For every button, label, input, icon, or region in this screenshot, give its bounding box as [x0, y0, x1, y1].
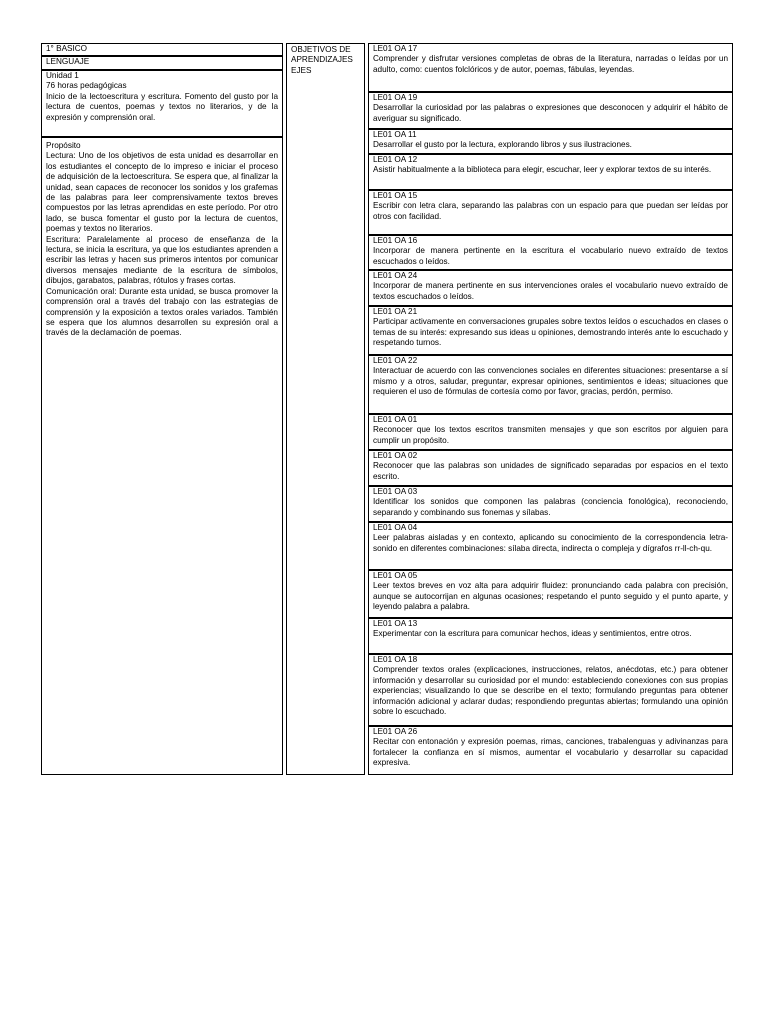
unit-description: Inicio de la lectoescritura y escritura. Fomento del gusto por la lectura de cuentos, poemas y textos no literarios, y de la expresión y comprensión oral.	[46, 91, 278, 122]
objective-row	[368, 414, 733, 450]
objetivos-header-line2: APRENDIZAJES	[291, 55, 353, 65]
objective-text: Incorporar de manera pertinente en sus intervenciones orales el vocabulario nuevo extraído de textos escuchados o leídos.	[373, 281, 728, 301]
subject-label: LENGUAJE	[46, 57, 90, 66]
objective-row	[368, 486, 733, 522]
objective-code: LE01 OA 13	[373, 619, 418, 628]
objective-code: LE01 OA 26	[373, 727, 418, 736]
proposito-oral: Comunicación oral: Durante esta unidad, se busca promover la comprensión oral a través del trabajo con las estrategias de comprensión y la exposición a textos orales variados. También se espera que los alumnos desarrollen su expresión oral a través de la declamación de poemas.	[46, 286, 278, 338]
grade-label: 1° BASICO	[46, 44, 88, 53]
objective-row	[368, 235, 733, 270]
unit-hours: 76 horas pedagógicas	[46, 81, 127, 91]
objective-text: Leer palabras aisladas y en contexto, aplicando su conocimiento de la correspondencia letra-sonido en diferentes combinaciones: sílaba directa, indirecta o compleja y dígrafos rr-ll-ch-qu.	[373, 533, 728, 553]
objective-text: Leer textos breves en voz alta para adquirir fluidez: pronunciando cada palabra con precisión, aunque se autocorrijan en algunas ocasiones; respetando el punto seguido y el punto aparte, y leyendo palabra a palabra.	[373, 581, 728, 612]
proposito-cell	[41, 137, 283, 775]
objective-row	[368, 570, 733, 618]
objective-text: Participar activamente en conversaciones grupales sobre textos leídos o escuchados en clases o temas de su interés: expresando sus ideas u opiniones, demostrando interés ante lo escuchado y respetando turnos.	[373, 317, 728, 348]
objective-code: LE01 OA 24	[373, 271, 418, 280]
objective-code: LE01 OA 03	[373, 487, 418, 496]
objective-code: LE01 OA 01	[373, 415, 418, 424]
objective-code: LE01 OA 12	[373, 155, 418, 164]
document-page	[41, 43, 733, 775]
objective-text: Incorporar de manera pertinente en la escritura el vocabulario nuevo extraído de textos escuchados o leídos.	[373, 246, 728, 266]
objective-code: LE01 OA 02	[373, 451, 418, 460]
objective-row	[368, 654, 733, 726]
objective-code: LE01 OA 16	[373, 236, 418, 245]
objective-row	[368, 355, 733, 414]
objective-row	[368, 450, 733, 486]
objective-row	[368, 726, 733, 775]
objective-text: Desarrollar el gusto por la lectura, explorando libros y sus ilustraciones.	[373, 140, 632, 150]
objective-text: Desarrollar la curiosidad por las palabras o expresiones que desconocen y adquirir el hábito de averiguar su significado.	[373, 103, 728, 123]
objective-row	[368, 92, 733, 129]
objective-row	[368, 522, 733, 570]
grade-cell	[41, 43, 283, 56]
objective-text: Escribir con letra clara, separando las palabras con un espacio para que puedan ser leídas por otros con facilidad.	[373, 201, 728, 221]
objective-row	[368, 43, 733, 92]
objective-text: Interactuar de acuerdo con las convenciones sociales en diferentes situaciones: presentarse a sí mismo y a otros, saludar, preguntar, expresar opiniones, sentimientos e ideas; situaciones que requieren el uso de fórmulas de cortesía como por favor, gracias, perdón, permiso.	[373, 366, 728, 397]
objective-text: Reconocer que los textos escritos transmiten mensajes y que son escritos por alguien para cumplir un propósito.	[373, 425, 728, 445]
subject-cell	[41, 56, 283, 70]
objective-text: Comprender y disfrutar versiones completas de obras de la literatura, narradas o leídas por un adulto, como: cuentos folclóricos y de autor, poemas, fábulas, leyendas.	[373, 54, 728, 74]
proposito-lectura: Lectura: Uno de los objetivos de esta unidad es desarrollar en los estudiantes el concepto de lo impreso e iniciar el proceso de adquisición de la lectoescritura. Se espera que, al finalizar la unidad, sean capaces de reconocer los sonidos y los grafemas de las palabras para leer comprensivamente textos breves compuestos por las letras aprendidas en este período. Por otro lado, se busca fomentar el gusto por la lectura de cuentos, poemas y textos no literarios.	[46, 151, 278, 234]
objective-code: LE01 OA 04	[373, 523, 418, 532]
objective-row	[368, 154, 733, 190]
objective-code: LE01 OA 18	[373, 655, 418, 664]
objective-text: Asistir habitualmente a la biblioteca para elegir, escuchar, leer y explorar textos de su interés.	[373, 165, 712, 175]
objective-text: Reconocer que las palabras son unidades de significado separadas por espacios en el texto escrito.	[373, 461, 728, 481]
objective-row	[368, 306, 733, 355]
unit-cell	[41, 70, 283, 137]
objetivos-header-line1: OBJETIVOS DE	[291, 45, 351, 54]
unit-title: Unidad 1	[46, 71, 79, 80]
proposito-escritura: Escritura: Paralelamente al proceso de enseñanza de la lectura, se inicia la escritura, ya que los estudiantes aprenden a escribir las letras y hacen sus primeros intentos por comunicar diversos mensajes mediante de la escritura de símbolos, dibujos, garabatos, palabras, rótulos y frases cortas.	[46, 234, 278, 286]
objective-code: LE01 OA 15	[373, 191, 418, 200]
objective-row	[368, 618, 733, 654]
objective-row	[368, 129, 733, 154]
objective-text: Recitar con entonación y expresión poemas, rimas, canciones, trabalenguas y adivinanzas para fortalecer la confianza en sí mismos, aumentar el vocabulario y desarrollar su capacidad expresiva.	[373, 737, 728, 768]
objective-code: LE01 OA 11	[373, 130, 417, 139]
objective-row	[368, 270, 733, 306]
objective-code: LE01 OA 22	[373, 356, 418, 365]
objetivos-header-cell	[286, 43, 365, 775]
objective-row	[368, 190, 733, 235]
objective-code: LE01 OA 05	[373, 571, 418, 580]
objective-code: LE01 OA 17	[373, 44, 418, 53]
objective-code: LE01 OA 21	[373, 307, 418, 316]
objective-text: Identificar los sonidos que componen las palabras (conciencia fonológica), reconociendo, separando y combinando sus fonemas y sílabas.	[373, 497, 728, 517]
ejes-header: EJES	[291, 65, 312, 75]
objective-text: Comprender textos orales (explicaciones, instrucciones, relatos, anécdotas, etc.) para obtener información y desarrollar su curiosidad por el mundo: estableciendo conexiones con sus propias experiencias; visualizando lo que se describe en el texto; formulando preguntas para obtener información adicional y aclarar dudas; respondiendo preguntas abiertas; formulando una opinión sobre lo escuchado.	[373, 665, 728, 717]
proposito-title: Propósito	[46, 141, 81, 150]
objective-text: Experimentar con la escritura para comunicar hechos, ideas y sentimientos, entre otros.	[373, 629, 692, 639]
objective-code: LE01 OA 19	[373, 93, 418, 102]
